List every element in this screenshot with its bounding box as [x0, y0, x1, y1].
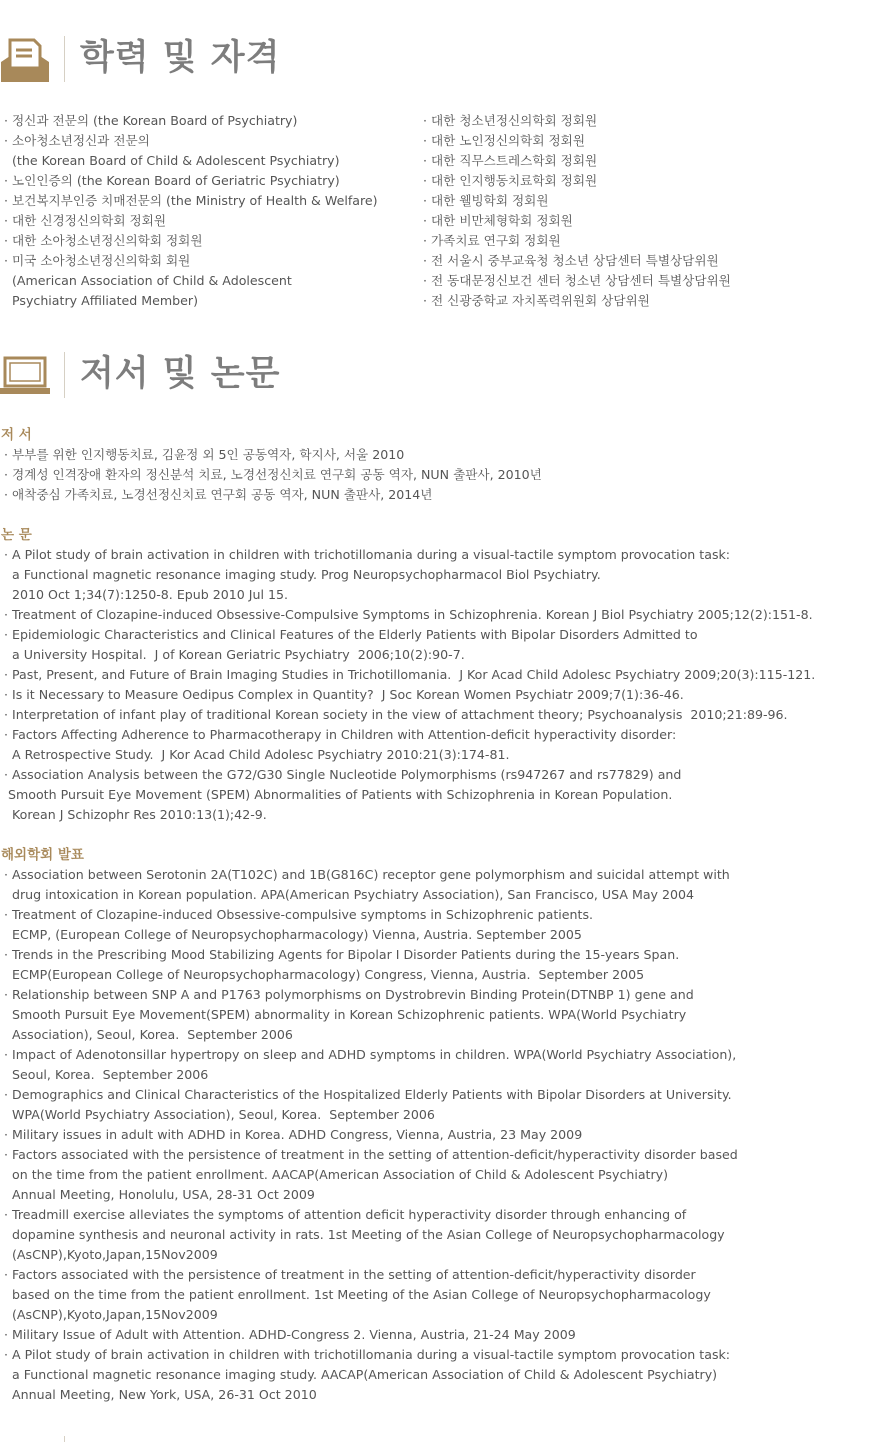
book-item: · 애착중심 가족치료, 노경선정신치료 연구회 공동 역자, NUN 출판사, 2014년	[4, 487, 433, 502]
conference-item: drug intoxication in Korean population. APA(American Psychiatry Association), San Francisco, USA May 2004	[4, 887, 695, 902]
paper-item: · A Pilot study of brain activation in children with trichotillomania during a visual-tactile symptom provocation task:	[4, 547, 731, 562]
qualification-item: · 대한 소아청소년정신의학회 정회원	[4, 233, 203, 248]
paper-item: A Retrospective Study. J Kor Acad Child Adolesc Psychiatry 2010:21(3):174-81.	[4, 747, 510, 762]
paper-item: · Is it Necessary to Measure Oedipus Complex in Quantity? J Soc Korean Women Psychiatr 2009;7(1):36-46.	[4, 687, 684, 702]
conference-item: Annual Meeting, New York, USA, 26-31 Oct 2010	[4, 1387, 317, 1402]
conference-item: based on the time from the patient enrollment. 1st Meeting of the Asian College of Neuropsychopharmacology	[4, 1287, 711, 1302]
paper-item: 2010 Oct 1;34(7):1250-8. Epub 2010 Jul 15.	[4, 587, 289, 602]
paper-item: · Treatment of Clozapine-induced Obsessive-Compulsive Symptoms in Schizophrenia. Korean J Biol Psychiatry 2005;12(2):151-8.	[4, 607, 813, 622]
section-title: 학력 및 자격	[80, 38, 281, 78]
header-divider	[64, 352, 65, 398]
membership-item: · 전 동대문정신보건 센터 청소년 상담센터 특별상담위원	[423, 273, 731, 288]
conferences-heading: 해외학회 발표	[1, 847, 84, 863]
conferences-list	[4, 865, 864, 1405]
books-list	[4, 445, 864, 505]
paper-item: · Factors Affecting Adherence to Pharmacotherapy in Children with Attention-deficit hyperactivity disorder:	[4, 727, 677, 742]
paper-item: · Interpretation of infant play of traditional Korean society in the view of attachment theory; Psychoanalysis 2010;21:89-96.	[4, 707, 788, 722]
conference-item: (AsCNP),Kyoto,Japan,15Nov2009	[4, 1307, 218, 1322]
book-item: · 부부를 위한 인지행동치료, 김윤정 외 5인 공동역자, 학지사, 서울 2010	[4, 447, 405, 462]
qualification-item: · 소아청소년정신과 전문의	[4, 133, 150, 148]
conference-item: ECMP(European College of Neuropsychopharmacology) Congress, Vienna, Austria. September 2005	[4, 967, 645, 982]
conference-item: Seoul, Korea. September 2006	[4, 1067, 209, 1082]
footer-divider	[64, 1436, 65, 1442]
membership-item: · 대한 청소년정신의학회 정회원	[423, 113, 598, 128]
conference-item: WPA(World Psychiatry Association), Seoul, Korea. September 2006	[4, 1107, 435, 1122]
conference-item: ECMP, (European College of Neuropsychopharmacology) Vienna, Austria. September 2005	[4, 927, 582, 942]
conference-item: · Impact of Adenotonsillar hypertropy on sleep and ADHD symptoms in children. WPA(World Psychiatry Association),	[4, 1047, 737, 1062]
header-divider	[64, 36, 65, 82]
conference-item: · Factors associated with the persistence of treatment in the setting of attention-deficit/hyperactivity disorder	[4, 1267, 696, 1282]
paper-item: · Epidemiologic Characteristics and Clinical Features of the Elderly Patients with Bipolar Disorders Admitted to	[4, 627, 698, 642]
membership-item: · 대한 직무스트레스학회 정회원	[423, 153, 598, 168]
papers-heading: 논 문	[1, 527, 32, 543]
conference-item: · Treatment of Clozapine-induced Obsessive-compulsive symptoms in Schizophrenic patients.	[4, 907, 594, 922]
qualification-item: · 보건복지부인증 치매전문의 (the Ministry of Health & Welfare)	[4, 193, 378, 208]
book-item: · 경계성 인격장애 환자의 정신분석 치료, 노경선정신치료 연구회 공동 역자, NUN 출판사, 2010년	[4, 467, 542, 482]
conference-item: · Relationship between SNP A and P1763 polymorphisms on Dystrobrevin Binding Protein(DTNBP 1) gene and	[4, 987, 694, 1002]
conference-item: Smooth Pursuit Eye Movement(SPEM) abnormality in Korean Schizophrenic patients. WPA(World Psychiatry	[4, 1007, 687, 1022]
membership-item: · 대한 노인정신의학회 정회원	[423, 133, 585, 148]
qualification-item: · 미국 소아청소년정신의학회 회원	[4, 253, 191, 268]
membership-item: · 대한 웰빙학회 정회원	[423, 193, 549, 208]
qualification-item: · 대한 신경정신의학회 정회원	[4, 213, 166, 228]
membership-item: · 대한 비만체형학회 정회원	[423, 213, 573, 228]
qualification-item: · 정신과 전문의 (the Korean Board of Psychiatry)	[4, 113, 298, 128]
conference-item: · Association between Serotonin 2A(T102C) and 1B(G816C) receptor gene polymorphism and suicidal attempt with	[4, 867, 730, 882]
laptop-icon	[0, 354, 50, 398]
education-section-header	[0, 34, 870, 84]
qualification-item: · 노인인증의 (the Korean Board of Geriatric Psychiatry)	[4, 173, 340, 188]
qualification-item: Psychiatry Affiliated Member)	[4, 293, 198, 308]
conference-item: on the time from the patient enrollment. AACAP(American Association of Child & Adolescent Psychiatry)	[4, 1167, 669, 1182]
membership-item: · 전 신광중학교 자치폭력위원회 상담위원	[423, 293, 650, 308]
paper-item: a Functional magnetic resonance imaging study. Prog Neuropsychopharmacol Biol Psychiatry.	[4, 567, 601, 582]
paper-item: a University Hospital. J of Korean Geriatric Psychiatry 2006;10(2):90-7.	[4, 647, 465, 662]
conference-item: · Factors associated with the persistence of treatment in the setting of attention-deficit/hyperactivity disorder based	[4, 1147, 738, 1162]
papers-list	[4, 545, 864, 825]
qualification-item: (American Association of Child & Adolescent	[4, 273, 292, 288]
conference-item: Association), Seoul, Korea. September 2006	[4, 1027, 293, 1042]
paper-item: · Association Analysis between the G72/G30 Single Nucleotide Polymorphisms (rs947267 and rs77829) and	[4, 767, 682, 782]
paper-item: · Past, Present, and Future of Brain Imaging Studies in Trichotillomania. J Kor Acad Child Adolesc Psychiatry 2009;20(3):115-121.	[4, 667, 816, 682]
conference-item: Annual Meeting, Honolulu, USA, 28-31 Oct 2009	[4, 1187, 315, 1202]
publications-section-header	[0, 350, 870, 400]
conference-item: · Military Issue of Adult with Attention. ADHD-Congress 2. Vienna, Austria, 21-24 May 2009	[4, 1327, 576, 1342]
conference-item: a Functional magnetic resonance imaging study. AACAP(American Association of Child & Adolescent Psychiatry)	[4, 1367, 718, 1382]
conference-item: dopamine synthesis and neuronal activity in rats. 1st Meeting of the Asian College of Neuropsychopharmacology	[4, 1227, 725, 1242]
section-title: 저서 및 논문	[80, 354, 281, 394]
certificate-icon	[0, 38, 50, 82]
conference-item: · Trends in the Prescribing Mood Stabilizing Agents for Bipolar I Disorder Patients during the 15-years Span.	[4, 947, 680, 962]
membership-item: · 가족치료 연구회 정회원	[423, 233, 561, 248]
books-heading: 저 서	[1, 427, 32, 443]
qualifications-left-list	[4, 111, 378, 311]
qualifications-right-list	[423, 111, 731, 311]
conference-item: (AsCNP),Kyoto,Japan,15Nov2009	[4, 1247, 218, 1262]
conference-item: · A Pilot study of brain activation in children with trichotillomania during a visual-tactile symptom provocation task:	[4, 1347, 731, 1362]
conference-item: · Military issues in adult with ADHD in Korea. ADHD Congress, Vienna, Austria, 23 May 2009	[4, 1127, 583, 1142]
paper-item: Smooth Pursuit Eye Movement (SPEM) Abnormalities of Patients with Schizophrenia in Korean Population.	[4, 787, 673, 802]
paper-item: Korean J Schizophr Res 2010:13(1);42-9.	[4, 807, 267, 822]
qualification-item: (the Korean Board of Child & Adolescent Psychiatry)	[4, 153, 340, 168]
conference-item: · Treadmill exercise alleviates the symptoms of attention deficit hyperactivity disorder through enhancing of	[4, 1207, 687, 1222]
membership-item: · 전 서울시 중부교육청 청소년 상담센터 특별상담위원	[423, 253, 719, 268]
membership-item: · 대한 인지행동치료학회 정회원	[423, 173, 598, 188]
conference-item: · Demographics and Clinical Characteristics of the Hospitalized Elderly Patients with Bipolar Disorders at University.	[4, 1087, 732, 1102]
